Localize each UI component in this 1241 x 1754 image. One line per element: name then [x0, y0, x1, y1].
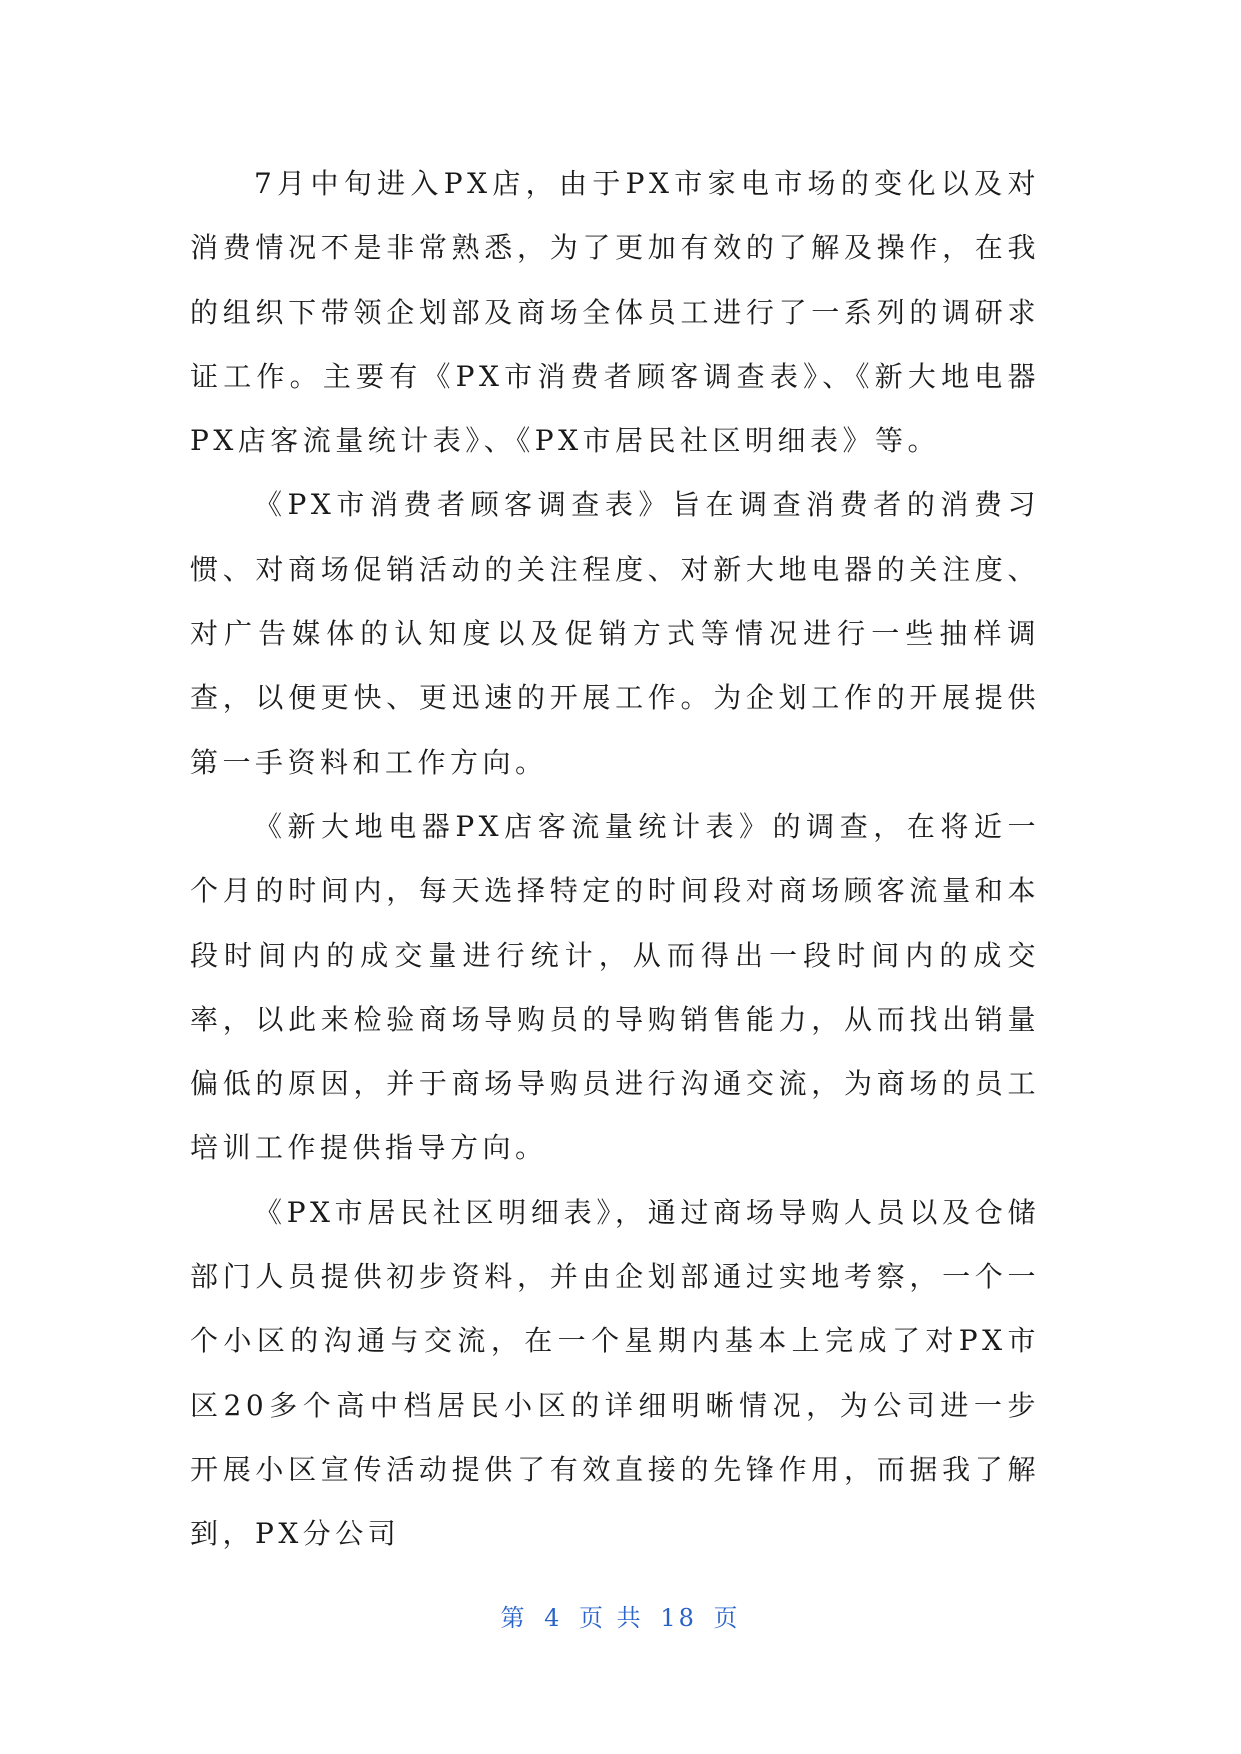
paragraph-3: 《新大地电器PX店客流量统计表》的调查，在将近一个月的时间内，每天选择特定的时间段对商场顾客流量和本段时间内的成交量进行统计，从而得出一段时间内的成交率，以此来检验商场导购员的导购销售能力，从而找出销量偏低的原因，并于商场导购员进行沟通交流，为商场的员工培训工作提供指导方向。: [190, 809, 1040, 1165]
paragraph-1: 7月中旬进入PX店，由于PX市家电市场的变化以及对消费情况不是非常熟悉，为了更加有效的了解及操作，在我的组织下带领企划部及商场全体员工进行了一系列的调研求证工作。主要有《PX市消费者顾客调查表》、《新大地电器PX店客流量统计表》、《PX市居民社区明细表》等。: [190, 167, 1040, 458]
footer-suffix: 页: [713, 1604, 741, 1632]
document-body: [190, 152, 1040, 1567]
paragraph-2: 《PX市消费者顾客调查表》旨在调查消费者的消费习惯、对商场促销活动的关注程度、对新大地电器的关注度、对广告媒体的认知度以及促销方式等情况进行一些抽样调查，以便更快、更迅速的开展工作。为企划工作的开展提供第一手资料和工作方向。: [190, 488, 1040, 779]
footer-middle: 页 共: [579, 1604, 644, 1632]
footer-total-pages: 18: [660, 1604, 697, 1632]
page-footer: [0, 1598, 1241, 1633]
paragraph-4: 《PX市居民社区明细表》，通过商场导购人员以及仓储部门人员提供初步资料，并由企划部通过实地考察，一个一个小区的沟通与交流，在一个星期内基本上完成了对PX市区20多个高中档居民小区的详细明晰情况，为公司进一步开展小区宣传活动提供了有效直接的先锋作用，而据我了解到，PX分公司: [190, 1195, 1040, 1551]
footer-prefix: 第: [500, 1604, 528, 1632]
footer-current-page: 4: [544, 1604, 563, 1632]
